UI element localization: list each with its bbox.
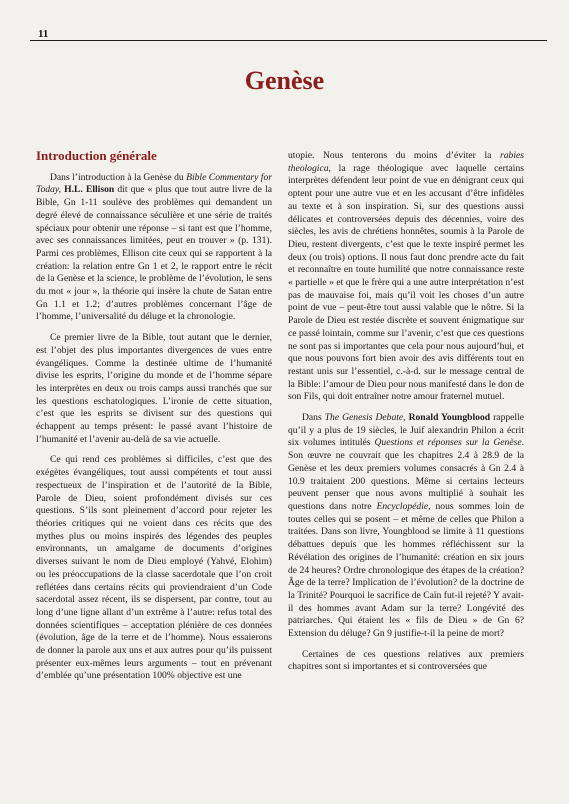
left-column bbox=[36, 150, 272, 691]
text-span: Dans bbox=[302, 412, 325, 424]
right-column bbox=[288, 150, 524, 682]
paragraph-continued bbox=[288, 150, 524, 404]
text-span: , nous sommes loin de toutes celles qui se posent – et même de celles que Philon a traitées. Dans son livre, Youngblood se limite à 11 questions débattues depuis que les hommes réfléchissent sur la Révélation des origines de l’humanité: création en six jours de 24 heures? Ordre chronologique des étapes de la création? Âge de la terre? Implication de l’évolution? de la doctrine de la Trinité? Pourquoi le sacrifice de Caïn fut-il rejeté? Y avait-il des hommes avant Adam sur la terre? Longévité des patriarches. Qui étaient les « fils de Dieu » de Gn 6? Extension du déluge? Gn 9 justifie-t-il la peine de mort? bbox=[288, 500, 524, 640]
paragraph-1 bbox=[36, 172, 272, 324]
paragraph-4 bbox=[288, 412, 524, 641]
page-number: 11 bbox=[38, 28, 49, 40]
text-span: , bbox=[403, 412, 409, 424]
text-span: , la rage théologique avec laquelle certains interprètes défendent leur point de vue en dénigrant ceux qui optent pour une autre vue et en les accusant d’être infidèles au texte et à son inspiration. Si, sur des questions aussi délicates et controversées depuis des décennies, voire des siècles, les avis de chrétiens honnêtes, soumis à la Parole de Dieu, restent divergents, c’est que le texte inspiré permet les deux (ou trois) options. Il nous faut donc prendre acte du fait et reconnaître en toute humilité que notre connaissance reste « partielle » et que le frère qui a une autre interprétation n’est pas de mauvaise foi, mais qu’il voit les choses d’un autre point de vue – peut-être tout aussi valable que le nôtre. Si la Parole de Dieu est restée discrète et souvent énigmatique sur ce passé lointain, comme sur l’avenir, c’est que ces questions ne sont pas si importantes que cela pour nous aujourd’hui, et que nous pouvons fort bien avoir des avis différents tout en restant unis sur l’essentiel, c.-à-d. sur le message central de la Bible: l’amour de Dieu pour nous manifesté dans le don de son Fils, qui doit entraîner notre amour fraternel mutuel. bbox=[288, 162, 524, 403]
paragraph-5: Certaines de ces questions relatives aux premiers chapitres sont si importantes et si controversées que bbox=[288, 648, 524, 673]
section-heading: Introduction générale bbox=[36, 148, 157, 163]
author-name: H.L. Ellison bbox=[64, 184, 115, 196]
author-name: Ronald Youngblood bbox=[408, 412, 491, 424]
paragraph-2: Ce premier livre de la Bible, tout autant que le dernier, est l’objet des plus importantes divergences de vues entre évangéliques. Comme la destinée ultime de l’humanité divise les esprits, l’origine du monde et de l’homme sépare les interprètes en deux ou trois camps aussi tranchés que sur les questions eschatologiques. L’ironie de cette situation, c’est que les esprits se divisent sur des questions qui échappent au temps présent: le passé avant l’histoire de l’humanité et l’avenir au-delà de sa vie actuelle. bbox=[36, 332, 272, 445]
text-span: dit que « plus que tout autre livre de la Bible, Gn 1-11 soulève des problèmes qui demandent un degré élevé de connaissance séculière et une série de traités spéciaux pour obtenir une réponse – si tant est que l’homme, avec ses connaissances limitées, peut en trouver » (p. 131). Parmi ces problèmes, Ellison cite ceux qui se rapportent à la création: la relation entre Gn 1 et 2, le rapport entre le récit de la Genèse et la science, le problème de l’évolution, le sens du mot « jour », la théorie qui insère la chute de Satan entre Gn 1.1 et 1.2; d’autres problèmes concernant l’âge de l’homme, l’universalité du déluge et la chronologie. bbox=[36, 184, 272, 323]
latin-term: rabies theologica bbox=[288, 150, 524, 174]
paragraph-3: Ce qui rend ces problèmes si difficiles, c’est que des exégètes évangéliques, tout aussi compétents et tout aussi respectueux de l’inspiration et de l’autorité de la Bible, Parole de Dieu, soient profondément divisés sur ces questions. S’ils sont pleinement d’accord pour rejeter les théories critiques qui ne voient dans ces récits que des mythes plus ou moins inspirés des légendes des peuples environnants, un amalgame de documents d’origines diverses suivant le nom de Dieu employé (Yahvé, Elohim) ou les préoccupations de la classe sacerdotale que l’on croit reflétées dans certains récits qui proviendraient d’un Code sacerdotal assez récent, ils se dispersent, par contre, tout au long d’une ligne allant d’un extrême à l’autre: refus total des données scientifiques – acceptation plénière de ces données (évolution, âge de la terre et de l’homme). Nous essaierons de donner la parole aux uns et aux autres pour qu’ils puissent présenter eux-mêmes leurs arguments – tout en prévenant d’emblée qu’une présentation 100% objective est une bbox=[36, 454, 272, 682]
book-title: The Genesis Debate bbox=[324, 412, 404, 424]
text-span: rappelle qu’il y a plus de 19 siècles, le Juif alexandrin Philon a écrit six volumes intitulés bbox=[288, 412, 525, 449]
book-title: Bible Commentary for Today, bbox=[36, 171, 272, 196]
text-span: utopie. Nous tenterons du moins d’éviter la bbox=[288, 150, 501, 161]
header-rule bbox=[30, 40, 547, 41]
text-span: Dans l’introduction à la Genèse du bbox=[50, 171, 187, 183]
page-title: Genèse bbox=[244, 66, 325, 95]
text-span: . Son œuvre ne couvrait que les chapitres 2.4 à 28.9 de la Genèse et les deux premiers volumes consacrés à Gn 2.4 à 10.9 traitaient 200 questions. Même si certains lecteurs peuvent penser que nous avons multiplié à souhait les questions dans notre bbox=[288, 437, 524, 512]
book-title: Questions et réponses sur la Genèse bbox=[374, 437, 522, 449]
book-title: Encyclopédie bbox=[376, 500, 429, 512]
